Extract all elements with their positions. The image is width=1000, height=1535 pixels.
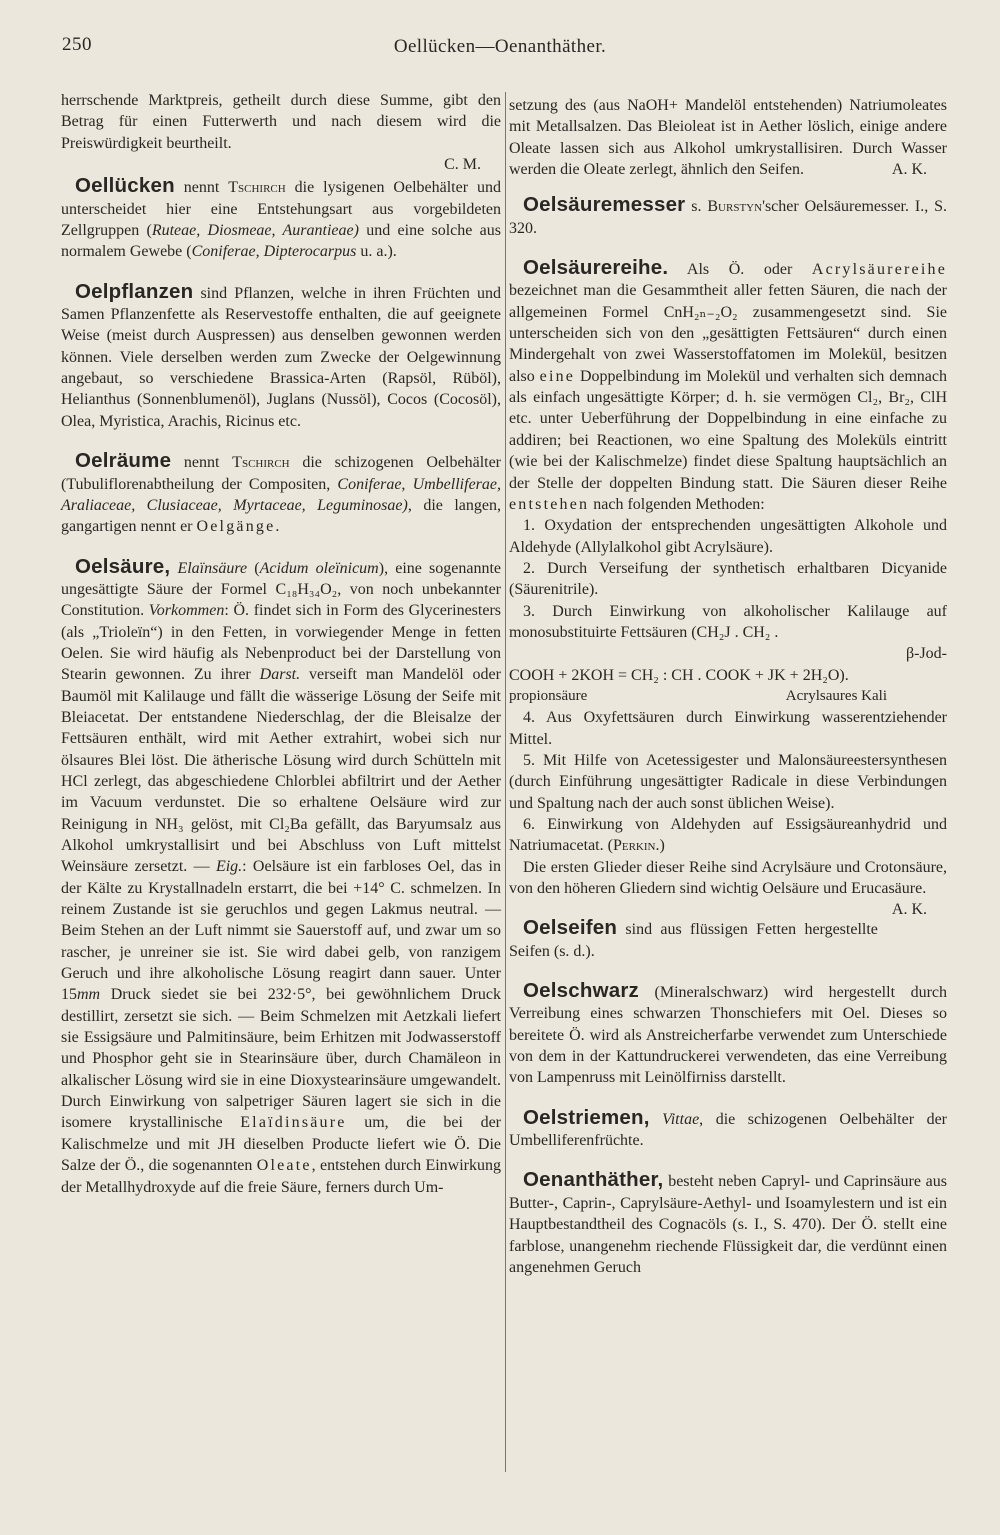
entry-text: die schizogenen Oelbehälter (Tubuliflorenabtheilung der Compositen, [61,454,502,493]
entry-oelraeume [61,450,501,537]
spaced-term: Elaïdinsäure [240,1114,347,1132]
headword: Oellücken [75,174,175,198]
italic-label: Darst. [259,666,301,684]
method-5: 5. Mit Hilfe von Acetessigester und Malonsäureestersynthesen (durch Einführung ungesättigter Radicale in diese Verbindungen und Spaltung nach der auch sonst üblichen Weise). [509,751,947,812]
entry-text: . [275,518,280,536]
entry-text: um, die bei der Kalischmelze und mit JH dieselben Producte liefert wie Ö. Die Salze der Ö., die sogenannten [61,1114,502,1175]
entry-oelstriemen [509,1107,947,1152]
author-name: Tschirch [232,454,290,472]
headword: Oelsäure, [75,554,171,578]
italic-text: Elaïnsäure [177,559,248,577]
entry-oelseifen [509,917,947,962]
entry-text: : Oelsäure ist ein farbloses Oel, das in der Kälte zu Krystallnadeln erstarrt, die bei +14° C. schmelzen. In reinem Zustande ist sie geruchlos und gegen Lakmus neutral. — Beim Stehen an der Luft nimmt sie Sauerstoff auf, und zwar um so rascher, je unreiner sie ist. Sie wird dabei gelb, von ranzigem Geruch und ihre alkoholische Lösung reagirt dann sauer. Unter 15 [61,858,501,1004]
entry-text: sind aus flüssigen Fetten hergestellte Seifen (s. d.). [509,921,878,960]
formula-note: β-Jod- [905,645,947,663]
entry-text: , die schizogenen Oelbehälter der Umbelliferenfrüchte. [509,1110,948,1150]
left-column [61,90,501,1198]
headword: Oenanthäther, [523,1168,664,1192]
entry-text: verseift man Mandelöl oder Baumöl mit Kalilauge und fällt die wässerige Lösung der Seife mit Bleiacetat. Der entstandene Niederschlag, der die Bleisalze der Fettsäuren enthält, wird mit Aether extrahirt, wobei sich nur ölsaures Blei löst. Die ätherische Lösung wird durch Schütteln mit HCl zerlegt, das abgeschiedene Chlorblei abfiltrirt und der Aether im Vacuum verdunstet. Die so erhaltene Oelsäure wird zur Reinigung in NH₃ gelöst, mit Cl₂Ba gefällt, das Baryumsalz aus Alkohol umkrystallisirt und bei Abschluss von Luft mittelst Weinsäure zersetzt. — [61,666,501,876]
spaced-term: Oelgänge [196,518,276,536]
spaced-term: eine [539,367,576,385]
entry-text: nach folgenden Methoden: [589,495,765,513]
column-divider [505,92,506,1472]
entry-text: , entstehen durch Einwirkung der Metallhydroxyde auf die freie Säure, ferners durch Um- [61,1157,502,1196]
entry-text: besteht neben Capryl- und Caprinsäure aus Butter-, Caprin-, Caprylsäure-Aethyl- und Isoamylestern und ist ein Hauptbestandtheil des Cognacöls (s. I., S. 470). Der Ö. stellt eine farblose, unangenehm riechende Flüssigkeit dar, die verdünnt einen angenehmen Geruch [509,1173,947,1276]
entry-text: .) [655,837,665,855]
italic-label: Eig. [215,858,243,876]
entry-oelsaeuremesser [509,194,947,239]
closing-text: Die ersten Glieder dieser Reihe sind Acrylsäure und Crotonsäure, von den höheren Gliedern sind wichtig Oelsäure und Erucasäure. [509,858,947,898]
italic-label: Vorkommen [148,602,225,620]
headword: Oelseifen [523,916,618,940]
continuation-text: setzung des (aus NaOH+ Mandelöl entstehenden) Natriumoleates mit Metallsalzen. Das Bleioleat ist in Aether löslich, einige andere Oleate lassen sich aus Alkohol umkrystallisiren. Durch Wasser werden die Oleate zerlegt, ähnlich den Seifen. [509,97,947,179]
entry-text: (Mineralschwarz) wird hergestellt durch Verreibung eines schwarzen Thonschiefers mit Oel. Dieses so bereitete Ö. wird als Anstreicherfarbe verwendet zum Unterschiede von dem in der Kattundruckerei verwendeten, das eine Verreibung von Lampenruss mit Leinölfirniss darstellt. [509,984,947,1087]
author-signature: C. M. [444,156,481,174]
entry-text: nennt [174,179,229,197]
entry-continuation [61,90,501,175]
entry-text: bezeichnet man die Gesammtheit aller fetten Säuren, die nach der allgemeinen Formel CnH₂ₙ₋₂O₂ zusammengesetzt sind. Sie unterscheiden sich von den „gesättigten Fettsäuren“ durch einen Mindergehalt von zwei Wasserstoffatomen im Molekül, besitzen also [509,282,947,385]
entry-oenanthaether [509,1169,947,1278]
author-name: Perkin [612,837,656,855]
italic-text: Acidum oleïnicum [259,559,379,577]
entry-text: Doppelbindung im Molekül und verhalten sich demnach als einfach ungesättigte Körper; d. h. sie vermögen Cl₂, Br₂, ClH etc. unter Ueberführung der Doppelbindung in eine einfache zu addiren; bei Reactionen, wo eine Spaltung des Moleküls eintritt (wie bei der Kalischmelze) findet diese Spaltung hauptsächlich an der Stelle der doppelten Bindung statt. Die Säuren dieser Reihe [509,367,947,492]
running-title: Oellücken—Oenanthäther. [393,36,607,57]
headword: Oelsäurereihe. [523,256,669,280]
italic-unit: mm [77,986,101,1004]
spaced-term: Oleate [256,1157,312,1175]
entry-text: , die langen, gangartigen nennt er [61,496,501,536]
author-signature: A. K. [891,901,927,919]
entry-oelschwarz [509,980,947,1089]
entry-oelsaeure: Oelsäure, Elaïnsäure (Acidum oleïnicum), eine sogenannte ungesättigte Säure der Formel C₁₈H₃₄O₂, von noch unbekannter Constitution. Vorkommen: Ö. findet sich in Form des Glycerinesters (als „Trioleïn“) in den Fetten, in vorwiegender Menge in fetten Oelen. Sie wird häufig als Nebenproduct bei der Darstellung von Stearin gewonnen. Zu ihrer Darst. verseift man Mandelöl oder Baumöl mit Kalilauge und fällt die wässerige Lösung der Seife mit Bleiacetat. Der entstandene Niederschlag, der die Bleisalze der Fettsäuren enthält, wird mit Aether extrahirt, wobei sich nur ölsaures Blei löst. Die ätherische Lösung wird durch Schütteln mit HCl zerlegt, das abgeschiedene Chlorblei abfiltrirt und der Aether im Vacuum verdunstet. Die so erhaltene Oelsäure wird zur Reinigung in NH₃ gelöst, mit Cl₂Ba gefällt, das Baryumsalz aus Alkohol umkrystallisirt und bei Abschluss von Luft mittelst Weinsäure zersetzt. — Eig.: Oelsäure ist ein farbloses Oel, das in der Kälte zu Krystallnadeln erstarrt, die bei +14° C. schmelzen. In reinem Zustande ist sie geruchlos und gegen Lakmus neutral. — Beim Stehen an der Luft nimmt sie Sauerstoff auf, und zwar um so rascher, je unreiner sie ist. Sie wird dabei gelb, von ranzigem Geruch und ihre alkoholische Lösung reagirt dann sauer. Unter 15mm Druck siedet sie bei 232·5°, bei gewöhnlichem Druck destillirt, zersetzt sie sich. — Beim Schmelzen mit Aetzkali liefert sie Essigsäure und Palmitinsäure, beim Erhitzen mit Jodwasserstoff und Phosphor geht sie in Stearinsäure über, durch Chamäleon in alkalischer Lösung wird sie in eine Dioxystearinsäure umgewandelt. Durch Einwirkung von salpetriger Säuren lagert sie sich in die isomere krystallinische Elaïdinsäure um, die bei der Kalischmelze und mit JH dieselben Producte liefert wie Ö. Die Salze der Ö., die sogenannten Oleate, entstehen durch Einwirkung der Metallhydroxyde auf die freie Säure, ferners durch Um- [61,554,502,1196]
entry-oelpflanzen [61,281,501,432]
method-4: 4. Aus Oxyfettsäuren durch Einwirkung wasserentziehender Mittel. [509,709,947,748]
headword: Oelstriemen, [523,1105,650,1129]
entry-oelluecken [61,175,501,262]
italic-text: Coniferae, Dipterocarpus [191,243,357,261]
italic-text: Vittae [662,1110,700,1128]
author-name: Burstyn [707,198,763,216]
equation-label: Acrylsaures Kali [785,687,887,704]
continuation-text: herrschende Marktpreis, getheilt durch diese Summe, gibt den Betrag für einen Futterwerth und nach diesem wird die Preiswürdigkeit beurtheilt. [61,92,501,152]
entry-text: s. [685,198,708,216]
author-signature: A. K. [891,161,927,179]
entry-text: und eine solche aus normalem Gewebe ( [61,222,501,261]
entry-text: die lysigenen Oelbehälter und unterscheidet hier eine Entstehungsart aus vorgebildeten Zellgruppen ( [61,179,501,240]
spaced-term: entstehen [509,495,590,513]
entry-text: Druck siedet sie bei 232·5°, bei gewöhnlichem Druck destillirt, zersetzt sie sich. — Beim Schmelzen mit Aetzkali liefert sie Essigsäure und Palmitinsäure, beim Erhitzen mit Jodwasserstoff und Phosphor geht sie in Stearinsäure über, durch Chamäleon in alkalischer Lösung wird sie in eine Dioxystearinsäure umgewandelt. Durch Einwirkung von salpetriger Säuren lagert sie sich in die isomere krystallinische [61,986,501,1132]
entry-text: 'scher Oelsäuremesser. I., S. 320. [509,198,947,237]
italic-text: Coniferae, Umbelliferae, Araliaceae, Clusiaceae, Myrtaceae, Leguminosae) [61,475,501,514]
page-number: 250 [62,34,92,55]
entry-text: ), eine sogenannte ungesättigte Säure der Formel C₁₈H₃₄O₂, von noch unbekannter Constitution. [61,559,502,620]
author-name: Tschirch [228,179,286,197]
method-2: 2. Durch Verseifung der synthetisch erhaltbaren Dicyanide (Säurenitrile). [509,559,947,599]
headword: Oelpflanzen [75,279,194,303]
entry-continuation [509,95,947,180]
equation-label: propionsäure [509,687,588,704]
spaced-term: Acrylsäurereihe [811,261,947,279]
entry-text: nennt [171,454,233,472]
headword: Oelschwarz [523,979,639,1003]
headword: Oelräume [75,449,172,473]
italic-text: Ruteae, Diosmeae, Aurantieae) [151,222,359,240]
right-column [509,95,947,1278]
entry-text: : Ö. findet sich in Form des Glycerinesters (als „Trioleïn“) in den Fetten, in vorwiegender Menge in fetten Oelen. Sie wird häufig als Nebenproduct bei der Darstellung von Stearin gewonnen. Zu ihrer [61,602,501,684]
equation-labels [509,686,947,707]
entry-oelsaeurereihe [509,256,947,919]
headword: Oelsäuremesser [523,193,686,217]
entry-text: u. a.). [356,243,397,261]
chemical-equation: COOH + 2KOH = CH₂ : CH . COOK + JK + 2H₂O). [509,666,849,684]
method-3: 3. Durch Einwirkung von alkoholischer Kalilauge auf monosubstituirte Fettsäuren (CH₂J . CH₂ . [509,602,947,641]
method-6: 6. Einwirkung von Aldehyden auf Essigsäureanhydrid und Natriumacetat. ( [509,816,947,855]
method-1: 1. Oxydation der entsprechenden ungesättigten Alkohole und Aldehyde (Allylalkohol gibt Acrylsäure). [509,517,947,556]
entry-text: sind Pflanzen, welche in ihren Früchten und Samen Pflanzenfette als Reservestoffe enthalten, die auf geeignete Weise (meist durch Auspressen) aus denselben gewonnen werden können. Viele derselben werden zum Zwecke der Oelgewinnung angebaut, so verschiedene Brassica-Arten (Rapsöl, Rüböl), Helianthus (Sonnenblumenöl), Juglans (Nussöl), Cocos (Cocosöl), Olea, Myristica, Arachis, Ricinus etc. [61,284,501,430]
entry-text: Als Ö. oder [668,261,812,279]
